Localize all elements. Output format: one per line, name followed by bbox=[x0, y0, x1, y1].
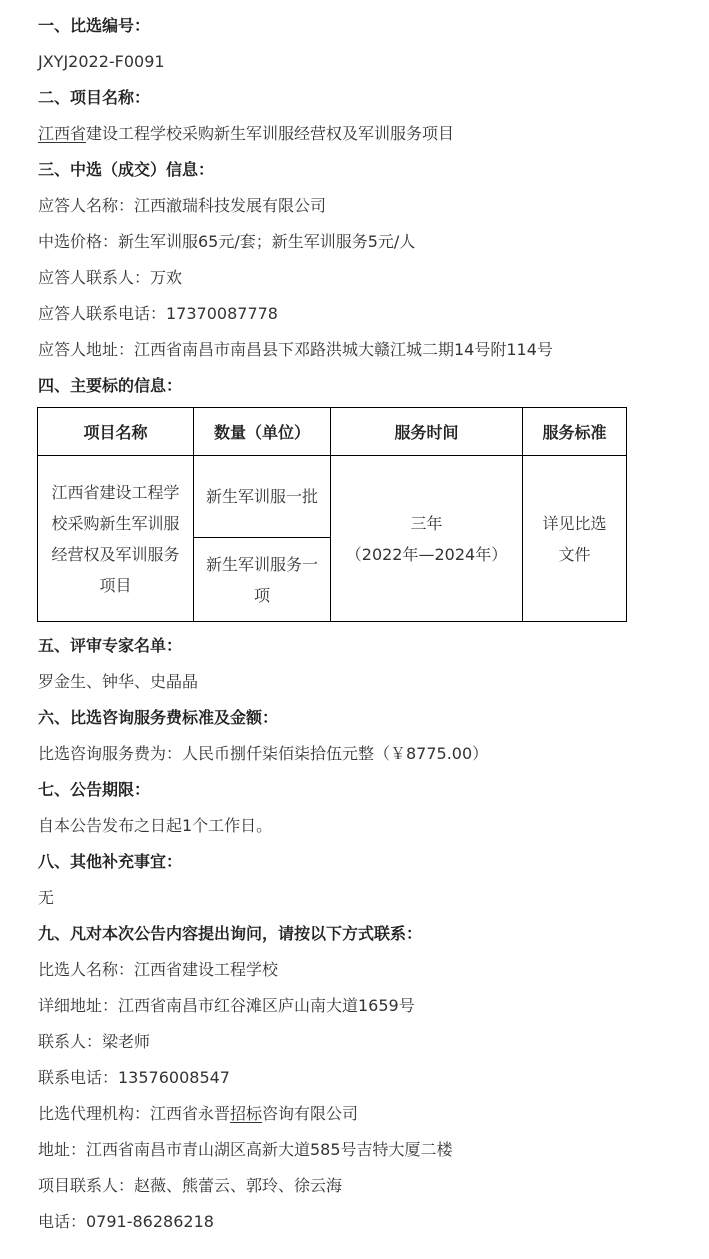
section-heading-fee: 六、比选咨询服务费标准及金额： bbox=[38, 708, 279, 727]
section-heading-contact: 九、凡对本次公告内容提出询问，请按以下方式联系： bbox=[38, 924, 423, 943]
agency-prefix: 比选代理机构：江西省永晋 bbox=[38, 1104, 231, 1123]
table-header-row bbox=[38, 408, 627, 456]
subject-table bbox=[37, 407, 627, 622]
winner-address: 应答人地址：江西省南昌市南昌县下邓路洪城大赣江城二期14号附114号 bbox=[38, 340, 553, 359]
quantity-item: 新生军训服一批 bbox=[205, 487, 318, 506]
project-name-cell-text: 江西省建设工程学校采购新生军训服经营权及军训服务项目 bbox=[51, 482, 180, 595]
service-time-years: 三年 bbox=[410, 513, 443, 533]
service-time-range: （2022年—2024年） bbox=[345, 544, 508, 564]
purchaser-contact: 联系人：梁老师 bbox=[38, 1032, 151, 1051]
notice-period: 自本公告发布之日起1个工作日。 bbox=[38, 816, 273, 835]
section-heading-period: 七、公告期限： bbox=[38, 780, 151, 799]
section-heading-experts: 五、评审专家名单： bbox=[38, 636, 183, 655]
table-header: 服务时间 bbox=[331, 408, 523, 456]
project-name-link[interactable]: 江西省 bbox=[38, 124, 87, 143]
section-heading-winner-info: 三、中选（成交）信息： bbox=[38, 160, 215, 179]
table-header: 服务标准 bbox=[523, 408, 627, 456]
agency-phone: 电话：0791-86286218 bbox=[38, 1212, 214, 1231]
section-heading-main-subject: 四、主要标的信息： bbox=[38, 376, 183, 395]
other-matters: 无 bbox=[38, 888, 55, 907]
quantity-item: 新生军训服务一项 bbox=[205, 554, 318, 605]
table-header: 项目名称 bbox=[38, 408, 194, 456]
agency-name bbox=[38, 1102, 358, 1126]
project-name-rest: 建设工程学校采购新生军训服经营权及军训服务项目 bbox=[86, 124, 455, 143]
bid-number: JXYJ2022-F0091 bbox=[38, 52, 165, 71]
purchaser-name: 比选人名称：江西省建设工程学校 bbox=[38, 960, 279, 979]
table-row bbox=[38, 456, 627, 538]
table-cell-quantity bbox=[194, 456, 331, 538]
purchaser-phone: 联系电话：13576008547 bbox=[38, 1068, 230, 1087]
table-cell-service-time bbox=[331, 456, 523, 622]
winner-contact: 应答人联系人：万欢 bbox=[38, 268, 183, 287]
winning-price: 中选价格：新生军训服65元/套；新生军训服务5元/人 bbox=[38, 232, 416, 251]
agency-address: 地址：江西省南昌市青山湖区高新大道585号吉特大厦二楼 bbox=[38, 1140, 453, 1159]
agency-suffix: 咨询有限公司 bbox=[262, 1104, 359, 1123]
winner-phone: 应答人联系电话：17370087778 bbox=[38, 304, 278, 323]
section-heading-project-name: 二、项目名称： bbox=[38, 88, 151, 107]
project-name bbox=[38, 122, 454, 146]
expert-list: 罗金生、钟华、史晶晶 bbox=[38, 672, 199, 691]
standard-text: 详见比选文件 bbox=[542, 513, 607, 564]
agency-contacts: 项目联系人：赵薇、熊蕾云、郭玲、徐云海 bbox=[38, 1176, 343, 1195]
table-cell-standard bbox=[523, 456, 627, 622]
section-heading-other: 八、其他补充事宜： bbox=[38, 852, 183, 871]
section-heading-bid-number: 一、比选编号： bbox=[38, 16, 151, 35]
fee-amount: 比选咨询服务费为：人民币捌仟柒佰柒拾伍元整（￥8775.00） bbox=[38, 744, 489, 763]
table-cell-quantity bbox=[194, 538, 331, 622]
winner-name: 应答人名称：江西澈瑞科技发展有限公司 bbox=[38, 196, 327, 215]
purchaser-address: 详细地址：江西省南昌市红谷滩区庐山南大道1659号 bbox=[38, 996, 415, 1015]
agency-link[interactable]: 招标 bbox=[230, 1104, 263, 1123]
table-cell-project-name bbox=[38, 456, 194, 622]
table-header: 数量（单位） bbox=[194, 408, 331, 456]
